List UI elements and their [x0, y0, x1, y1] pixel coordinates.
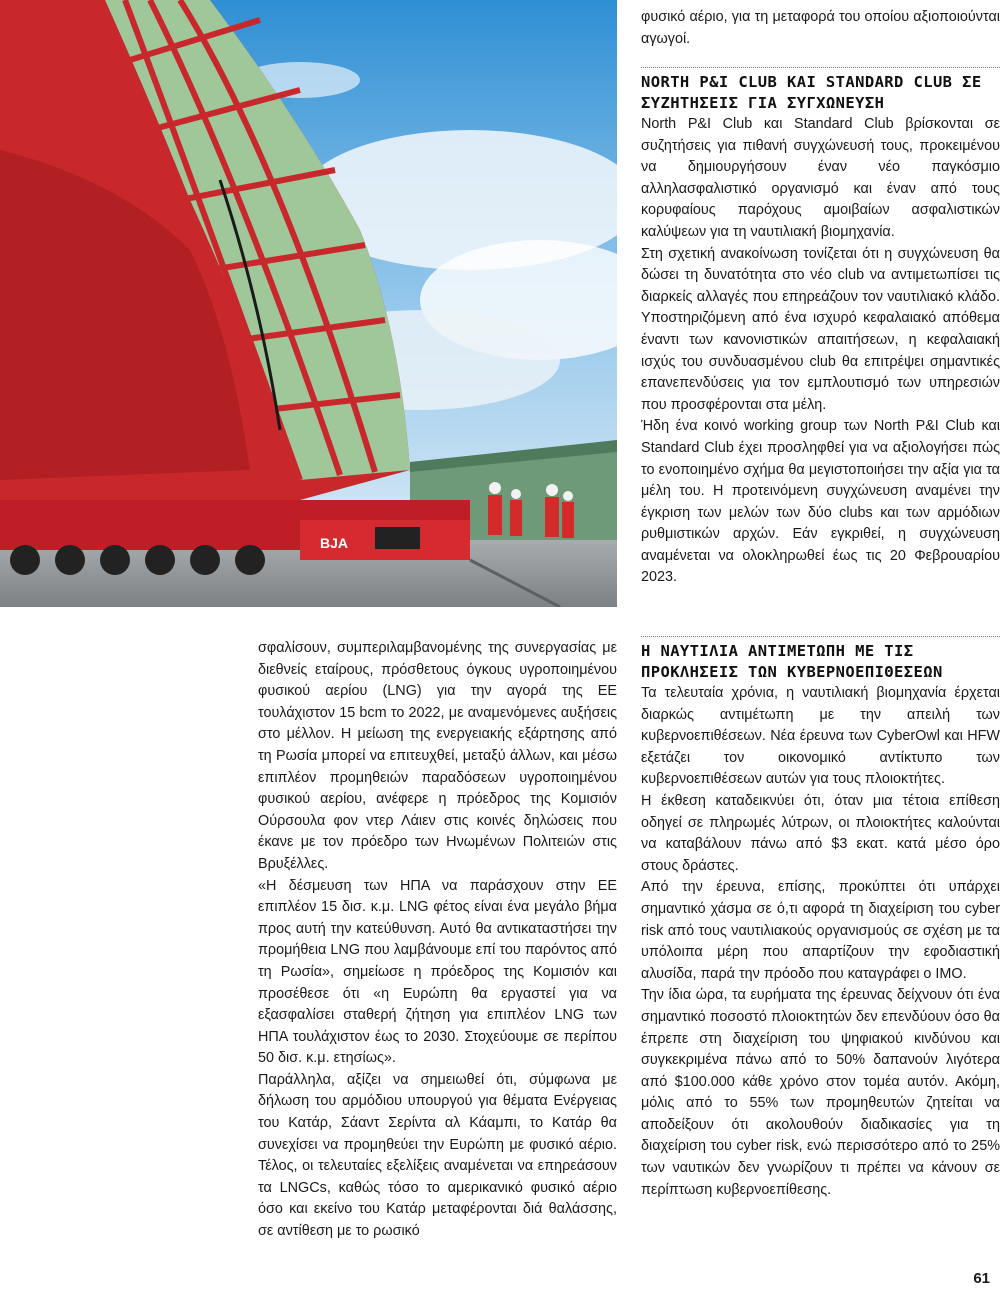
- article-cyber-paragraph: Την ίδια ώρα, τα ευρήματα της έρευνας δείχνουν ότι ένα σημαντικό ποσοστό πλοιοκτητών δεν επενδύουν όσο θα έπρεπε στη διαχείριση του ψηφιακού κινδύνου και συγκεκριμένα πάνω από το 50% δαπανούν λιγότερα από $100.000 κάθε χρόνο στον τομέα αυτόν. Ακόμη, μόλις από το 55% των προμηθευτών ζητείται να αποδείξουν ότι ακολουθούν διαδικασίες για τη διαχείριση του cyber risk, ενώ περισσότερο από το 25% των ναυτικών δεν γνωρίζουν τι πρέπει να κάνουν σε περίπτωση κυβερνοεπίθεσης.: [641, 987, 1000, 1198]
- article-pi-paragraph: North P&I Club και Standard Club βρίσκονται σε συζητήσεις για πιθανή συγχώνευσή τους, προκειμένου να δημιουργήσουν έναν νέο παγκόσμιο αλληλασφαλιστικό οργανισμό και έναν από τους κορυφαίους παρόχους αμοιβαίων ασφαλιστικών καλύψεων για τη ναυτιλιακή βιομηχανία.: [641, 116, 1000, 240]
- article-cyber-paragraph: Από την έρευνα, επίσης, προκύπτει ότι υπάρχει σημαντικό χάσμα σε ό,τι αφορά τη διαχείριση του cyber risk από τους ναυτιλιακούς οργανισμούς σε σχέση με τα υπόλοιπα μέρη που απαρτίζουν την εφοδιαστική αλυσίδα, παρά την πρόοδο που καταγράφει ο ΙΜΟ.: [641, 879, 1000, 982]
- article-pi-paragraph: Στη σχετική ανακοίνωση τονίζεται ότι η συγχώνευση θα δώσει τη δυνατότητα στο νέο club να αντιμετωπίσει τις διαρκείς αλλαγές που επηρεάζουν τον ναυτιλιακό κλάδο. Υποστηριζόμενη από ένα ισχυρό κεφαλαιακό απόθεμα έναντι των κανονιστικών απαιτήσεων, η κεφαλαιακή ισχύς του συνδυασμένου club θα επιτρέψει σημαντικές επανεπενδύσεις για τον εμπλουτισμό των υπηρεσιών που προσφέρονται στα μέλη.: [641, 245, 1000, 413]
- left-column-article: [258, 638, 617, 1243]
- article-pi-paragraph: Ήδη ένα κοινό working group των North P&I Club και Standard Club έχει προσληφθεί για να αξιολογήσει πώς το ενοποιημένο σχήμα θα μεγιστοποιήσει την αξία για τα μέλη του. Η προτεινόμενη συγχώνευση αναμένει την έγκριση των μελών των δύο clubs και των αρμόδιων ρυθμιστικών αρχών. Εάν εγκριθεί, η συγχώνευση αναμένεται να ολοκληρωθεί έως τις 20 Φεβρουαρίου 2023.: [641, 418, 1000, 586]
- article-pi-club: [641, 67, 1000, 589]
- left-paragraph: «Η δέσμευση των ΗΠΑ να παράσχουν στην ΕΕ επιπλέον 15 δισ. κ.μ. LNG φέτος είναι ένα μεγάλο βήμα προς αυτή την κατεύθυνση. Αυτό θα αντικαταστήσει την προμήθεια LNG που λαμβάνουμε επί του παρόντος από τη Ρωσία», σημείωσε η πρόεδρος της Κομισιόν και προσέθεσε ότι «η Ευρώπη θα εργαστεί για να εξασφαλίσει σταθερή ζήτηση για επιπλέον LNG των ΗΠΑ τουλάχιστον έως το 2030. Στοχεύουμε σε περίπου 50 δισ. κ.μ. ετησίως».: [258, 877, 617, 1067]
- transporter-logo: BJA: [320, 535, 349, 551]
- ship-hull-illustration: [0, 0, 617, 607]
- article-cyber-title: Η ΝΑΥΤΙΛΙΑ ΑΝΤΙΜΕΤΩΠΗ ΜΕ ΤΙΣ ΠΡΟΚΛΗΣΕΙΣ ΤΩΝ ΚΥΒΕΡΝΟΕΠΙΘΕΣΕΩΝ: [641, 642, 943, 681]
- section-divider: [641, 636, 1000, 637]
- continuation-paragraph: φυσικό αέριο, για τη μεταφορά του οποίου αξιοποιούνται αγωγοί.: [641, 9, 1000, 47]
- article-cyber-paragraph: Τα τελευταία χρόνια, η ναυτιλιακή βιομηχανία έρχεται διαρκώς αντιμέτωπη με την απειλή των κυβερνοεπιθέσεων. Νέα έρευνα των CyberOwl και HFW εξετάζει τον οικονομικό αντίκτυπο των κυβερνοεπιθέσεων αυτών για τους πλοιοκτήτες.: [641, 685, 1000, 788]
- left-paragraph: σφαλίσουν, συμπεριλαμβανομένης της συνεργασίας με διεθνείς εταίρους, πρόσθετους όγκους υγροποιημένου φυσικού αερίου (LNG) για την αγορά της ΕΕ τουλάχιστον 15 bcm το 2022, με αναμενόμενες αυξήσεις στο μέλλον. Η μείωση της ενεργειακής εξάρτησης από τη Ρωσία μπορεί να επιτευχθεί, μεταξύ άλλων, και μέσω επιπλέον προμηθειών παραδόσεων υγροποιημένου φυσικού αερίου, ανέφερε η πρόεδρος της Κομισιόν Ούρσουλα φον ντερ Λάιεν στις κοινές δηλώσεις που έκανε με τον πρόεδρο των Ηνωμένων Πολιτειών στις Βρυξέλλες.: [258, 640, 617, 872]
- article-pi-title: NORTH P&I CLUB ΚΑΙ STANDARD CLUB ΣΕ ΣΥΖΗΤΗΣΕΙΣ ΓΙΑ ΣΥΓΧΩΝΕΥΣΗ: [641, 73, 982, 112]
- article-cyber: [641, 636, 1000, 1201]
- ship-hull-photo: [0, 0, 617, 607]
- top-continuation: [641, 7, 1000, 50]
- left-paragraph: Παράλληλα, αξίζει να σημειωθεί ότι, σύμφωνα με δήλωση του αρμόδιου υπουργού για θέματα Ενέργειας του Κατάρ, Σάαντ Σερίντα αλ Κάαμπι, το Κατάρ θα συνεχίσει να προμηθεύει την Ευρώπη με φυσικό αέριο. Τέλος, οι τελευταίες εξελίξεις αναμένεται να επηρεάσουν τα LNGCs, καθώς τόσο το αμερικανικό φυσικό αέριο όσο και εκείνο του Κατάρ μεταφέρονται διά θαλάσσης, σε αντίθεση με το ρωσικό: [258, 1071, 617, 1240]
- page-number: 61: [973, 1270, 990, 1287]
- article-cyber-paragraph: Η έκθεση καταδεικνύει ότι, όταν μια τέτοια επίθεση οδηγεί σε πληρωμές λύτρων, οι πλοιοκτήτες καλούνται να καταβάλουν πάνω από $3 εκατ. κατά μέσο όρο στους δράστες.: [641, 792, 1000, 874]
- section-divider: [641, 67, 1000, 68]
